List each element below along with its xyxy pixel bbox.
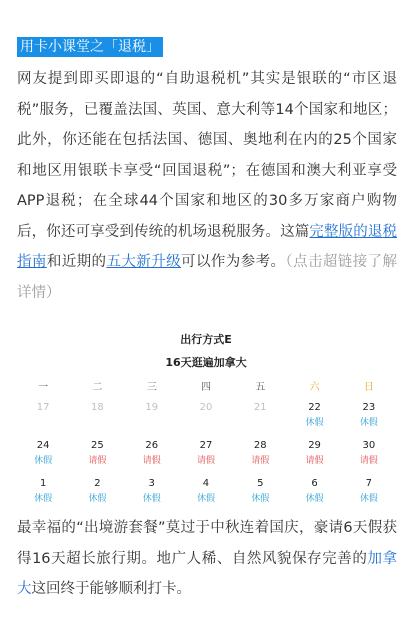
day-number: 27 xyxy=(199,440,213,451)
calendar-day xyxy=(179,474,233,512)
calendar-day xyxy=(16,436,70,474)
day-number: 22 xyxy=(308,402,321,413)
calendar-grid xyxy=(16,378,396,512)
weekday-header: 四 xyxy=(200,382,211,393)
rest-day-tag xyxy=(70,416,124,430)
rest-day-tag: 休假 xyxy=(305,494,324,504)
rest-day-tag: 休假 xyxy=(88,494,107,504)
leave-day-tag: 请假 xyxy=(359,456,378,466)
leave-day-tag: 请假 xyxy=(142,456,161,466)
rest-day-tag: 休假 xyxy=(142,494,161,504)
day-number: 1 xyxy=(39,478,47,489)
calendar-day xyxy=(287,398,341,436)
rest-day-tag xyxy=(233,416,287,430)
day-number: 24 xyxy=(36,440,50,451)
weekday-header: 三 xyxy=(146,382,157,393)
calendar-day xyxy=(16,474,70,512)
closing-text: 最幸福的“出境游套餐”莫过于中秋连着国庆，豪请6天假获得16天超长旅行期。地广人稀、自然风貌保存完善的 xyxy=(17,520,397,567)
calendar-day xyxy=(342,474,396,512)
day-number: 21 xyxy=(253,402,267,413)
day-number: 17 xyxy=(36,402,50,413)
five-upgrades-link[interactable]: 五大新升级 xyxy=(106,254,182,270)
calendar-subtitle: 16天逛遍加拿大 xyxy=(165,356,247,369)
tax-refund-guide-link[interactable]: 完整版的退税指南 xyxy=(17,223,398,270)
canada-highlight: 加拿大 xyxy=(17,550,398,597)
intro-text-end: 可以作为参考。 xyxy=(181,254,286,270)
rest-day-tag: 休假 xyxy=(196,494,215,504)
day-number: 3 xyxy=(148,478,155,489)
calendar-day xyxy=(233,398,287,436)
calendar-day xyxy=(233,436,287,474)
day-number: 26 xyxy=(145,440,159,451)
rest-day-tag: 休假 xyxy=(305,418,324,428)
weekday-header: 一 xyxy=(38,382,49,393)
intro-text: 网友提到即买即退的“自助退税机”其实是银联的“市区退税”服务，已覆盖法国、英国、意大利等14个国家和地区；此外，你还能在包括法国、德国、奥地利在内的25个国家和地区用银联卡享受“回国退税”；在德国和澳大利亚享受APP退税；在全球44个国家和地区的30多万家商户购物后，你还可享受到传统的机场退税服务。这篇 xyxy=(17,71,397,240)
rest-day-tag xyxy=(16,416,70,430)
weekday-header: 二 xyxy=(92,382,103,393)
rest-day-tag xyxy=(125,416,179,430)
travel-calendar xyxy=(16,330,396,512)
calendar-day xyxy=(287,474,341,512)
leave-day-tag: 请假 xyxy=(305,456,324,466)
closing-paragraph xyxy=(17,513,397,605)
day-number: 5 xyxy=(257,478,264,489)
calendar-day xyxy=(70,436,124,474)
day-number: 19 xyxy=(145,402,159,413)
rest-day-tag: 休假 xyxy=(359,494,378,504)
rest-day-tag: 休假 xyxy=(34,494,53,504)
calendar-day xyxy=(342,436,396,474)
day-number: 7 xyxy=(365,478,373,489)
day-number: 25 xyxy=(91,440,104,451)
calendar-day xyxy=(233,474,287,512)
intro-text-mid: 和近期的 xyxy=(46,254,107,270)
rest-day-tag: 休假 xyxy=(251,494,270,504)
leave-day-tag: 请假 xyxy=(196,456,215,466)
calendar-day xyxy=(179,436,233,474)
day-number: 30 xyxy=(362,440,376,451)
day-number: 28 xyxy=(253,440,267,451)
day-number: 29 xyxy=(308,440,321,451)
calendar-day xyxy=(70,398,124,436)
day-number: 4 xyxy=(202,478,210,489)
calendar-title: 出行方式E xyxy=(180,333,232,346)
click-hint-note: （点击超链接了解详情） xyxy=(17,254,398,301)
rest-day-tag: 休假 xyxy=(34,456,53,466)
rest-day-tag: 休假 xyxy=(359,418,378,428)
calendar-day xyxy=(342,398,396,436)
day-number: 6 xyxy=(311,478,318,489)
weekday-header: 日 xyxy=(363,382,374,393)
calendar-day xyxy=(287,436,341,474)
calendar-day xyxy=(125,474,179,512)
calendar-day xyxy=(16,398,70,436)
leave-day-tag: 请假 xyxy=(88,456,107,466)
weekday-header: 六 xyxy=(309,382,320,393)
calendar-day xyxy=(125,398,179,436)
weekday-header: 五 xyxy=(255,382,266,393)
intro-paragraph xyxy=(17,64,397,308)
day-number: 2 xyxy=(94,478,101,489)
calendar-day xyxy=(70,474,124,512)
calendar-day xyxy=(125,436,179,474)
rest-day-tag xyxy=(179,416,233,430)
calendar-day xyxy=(179,398,233,436)
day-number: 20 xyxy=(199,402,213,413)
day-number: 18 xyxy=(91,402,104,413)
leave-day-tag: 请假 xyxy=(251,456,270,466)
day-number: 23 xyxy=(362,402,376,413)
closing-text-end: 这回终于能够顺利打卡。 xyxy=(31,581,191,597)
section-title-tag: 用卡小课堂之「退税」 xyxy=(17,37,163,57)
